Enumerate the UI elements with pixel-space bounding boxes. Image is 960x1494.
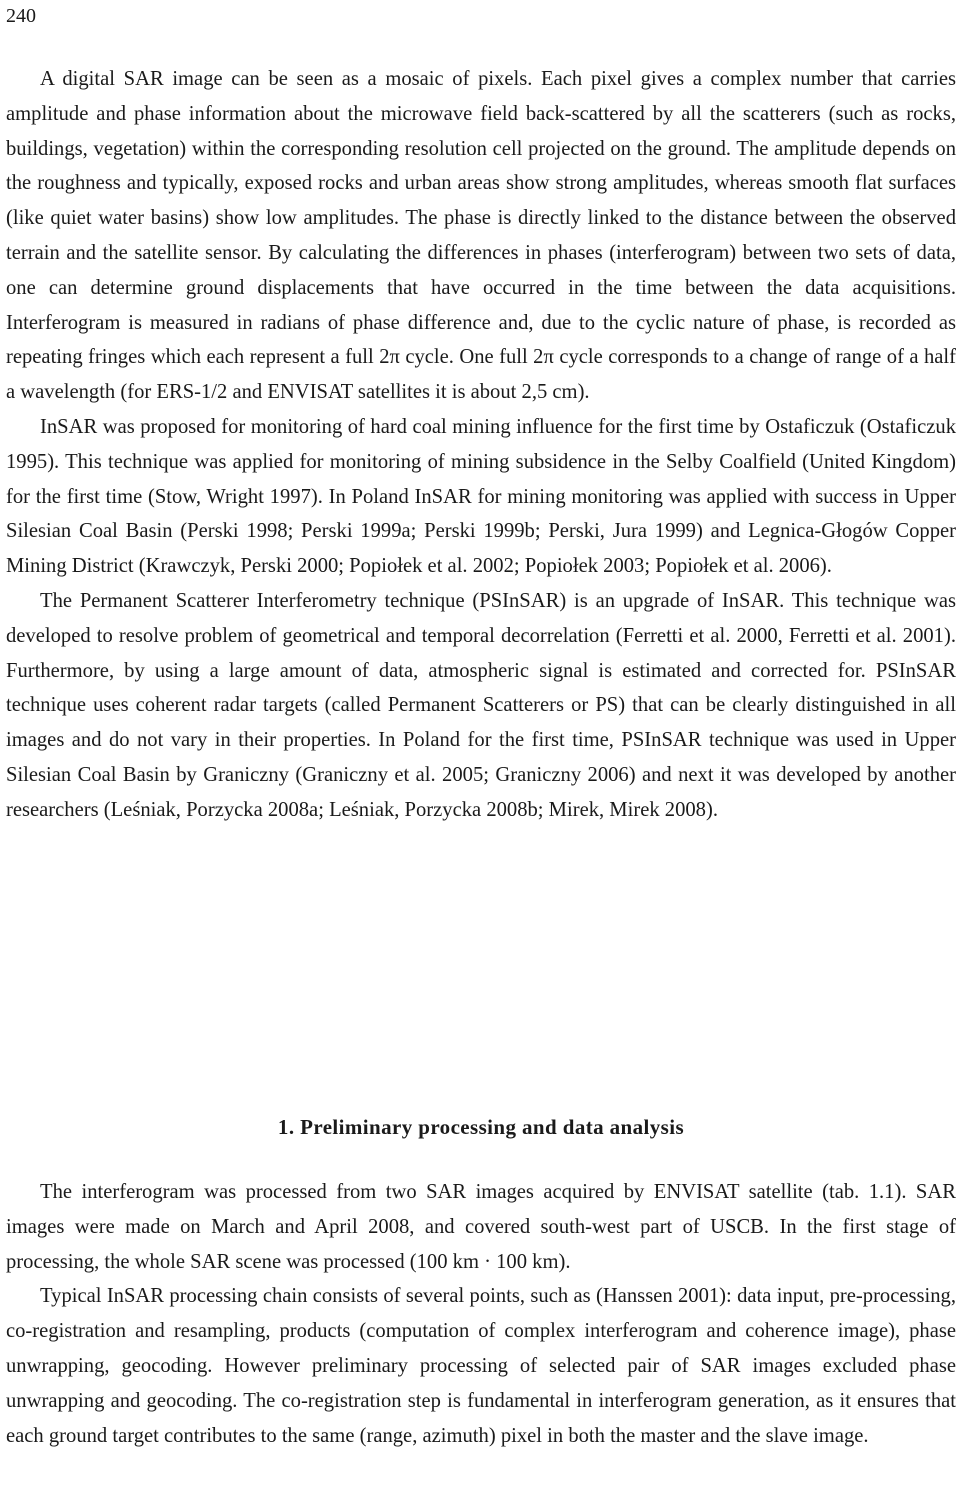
paragraph-insar-history: InSAR was proposed for monitoring of hard coal mining influence for the first time by Ostaficzuk (Ostaficzuk 1995). This technique was applied for monitoring of mining subsidence in the Selby Coalfield (United Kingdom) for the first time (Stow, Wright 1997). In Poland InSAR for mining monitoring was applied with success in Upper Silesian Coal Basin (Perski 1998; Perski 1999a; Perski 1999b; Perski, Jura 1999) and Legnica-Głogów Copper Mining District (Krawczyk, Perski 2000; Popiołek et al. 2002; Popiołek 2003; Popiołek et al. 2006). <box>6 415 956 578</box>
paragraph-processing-chain: Typical InSAR processing chain consists of several points, such as (Hanssen 2001): data input, pre-processing, co-registration and resampling, products (computation of complex interferogram and coherence image), phase unwrapping, geocoding. However preliminary processing of selected pair of SAR images excluded phase unwrapping and geocoding. The co-registration step is fundamental in interferogram generation, as it ensures that each ground target contributes to the same (range, azimuth) pixel in both the master and the slave image. <box>6 1285 956 1447</box>
paragraph-psinsar: The Permanent Scatterer Interferometry technique (PSInSAR) is an upgrade of InSAR. This technique was developed to resolve problem of geometrical and temporal decorrelation (Ferretti et al. 2000, Ferretti et al. 2001). Furthermore, by using a large amount of data, atmospheric signal is estimated and corrected for. PSInSAR technique uses coherent radar targets (called Permanent Scatterers or PS) that can be clearly distinguished in all images and do not vary in their properties. In Poland for the first time, PSInSAR technique was used in Upper Silesian Coal Basin by Graniczny (Graniczny et al. 2005; Graniczny 2006) and next it was developed by another researchers (Leśniak, Porzycka 2008a; Leśniak, Porzycka 2008b; Mirek, Mirek 2008). <box>6 589 956 821</box>
paragraph-interferogram-processing: The interferogram was processed from two SAR images acquired by ENVISAT satellite (tab. 1.1). SAR images were made on March and April 2008, and covered south-west part of USCB. In the first stage of processing, the whole SAR scene was processed (100 km · 100 km). <box>6 1181 956 1273</box>
page-number: 240 <box>6 5 36 27</box>
paragraph-sar-image: A digital SAR image can be seen as a mosaic of pixels. Each pixel gives a complex number that carries amplitude and phase information about the microwave field back-scattered by all the scatterers (such as rocks, buildings, vegetation) within the corresponding resolution cell projected on the ground. The amplitude depends on the roughness and typically, exposed rocks and urban areas show strong amplitudes, whereas smooth flat surfaces (like quiet water basins) show low amplitudes. The phase is directly linked to the distance between the observed terrain and the satellite sensor. By calculating the differences in phases (interferogram) between two sets of data, one can determine ground displacements that have occurred in the time between the data acquisitions. Interferogram is measured in radians of phase difference and, due to the cyclic nature of phase, is recorded as repeating fringes which each represent a full 2π cycle. One full 2π cycle corresponds to a change of range of a half a wavelength (for ERS-1/2 and ENVISAT satellites it is about 2,5 cm). <box>6 68 956 404</box>
intro-text-block <box>6 62 956 828</box>
section-heading: 1. Preliminary processing and data analysis <box>277 1115 685 1139</box>
section-text-block <box>6 1175 956 1453</box>
